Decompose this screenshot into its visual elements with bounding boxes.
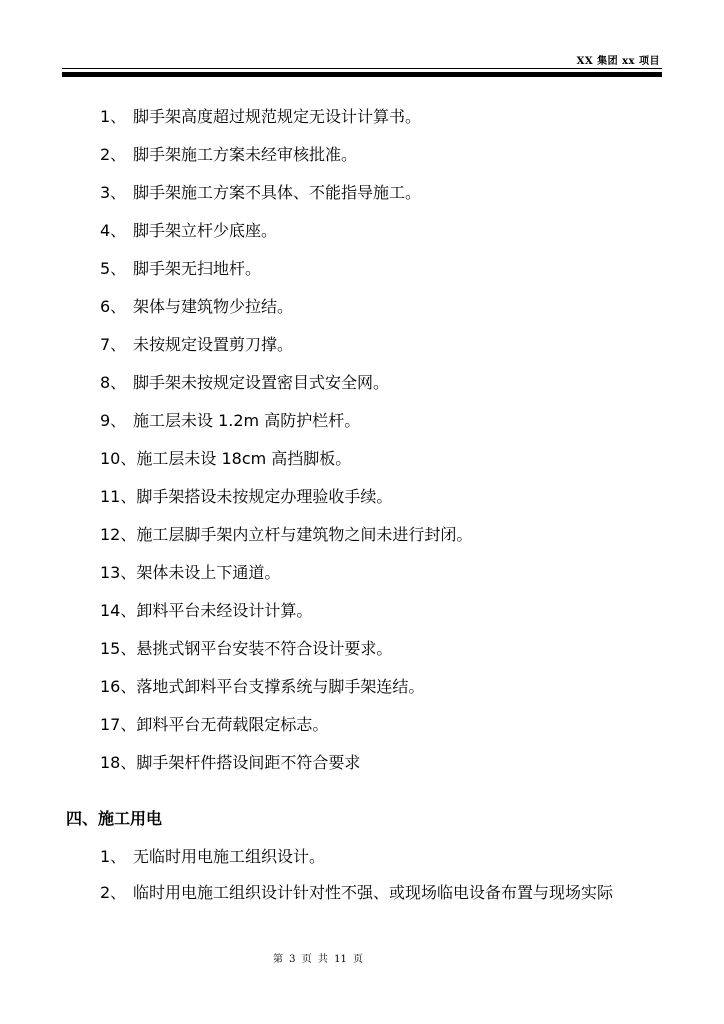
item-text: 脚手架未按规定设置密目式安全网。 bbox=[133, 373, 390, 392]
list-item bbox=[100, 710, 472, 748]
list-item bbox=[100, 140, 472, 178]
header-rule-thin bbox=[62, 68, 662, 69]
list-item bbox=[100, 254, 472, 292]
list-item bbox=[100, 748, 472, 786]
list-item bbox=[100, 558, 472, 596]
item-text: 未按规定设置剪刀撑。 bbox=[133, 335, 294, 354]
list-item bbox=[100, 596, 472, 634]
list-item bbox=[100, 482, 472, 520]
item-number: 6、 bbox=[100, 297, 127, 316]
item-number: 11、 bbox=[100, 487, 137, 506]
electrical-issue-list bbox=[100, 842, 613, 914]
item-number: 1、 bbox=[100, 847, 127, 866]
list-item bbox=[100, 178, 472, 216]
list-item bbox=[100, 842, 613, 878]
page-footer: 第 3 页 共 11 页 bbox=[273, 954, 363, 965]
item-text: 脚手架高度超过规范规定无设计计算书。 bbox=[133, 107, 422, 126]
list-item bbox=[100, 102, 472, 140]
list-item bbox=[100, 444, 472, 482]
item-text: 脚手架立杆少底座。 bbox=[133, 221, 278, 240]
item-text: 架体与建筑物少拉结。 bbox=[133, 297, 294, 316]
section-heading: 四、施工用电 bbox=[66, 809, 163, 828]
item-number: 8、 bbox=[100, 373, 127, 392]
item-text: 脚手架施工方案未经审核批准。 bbox=[133, 145, 358, 164]
item-number: 1、 bbox=[100, 107, 127, 126]
item-text: 卸料平台无荷载限定标志。 bbox=[136, 715, 329, 734]
item-number: 10、 bbox=[100, 449, 137, 468]
item-number: 7、 bbox=[100, 335, 127, 354]
item-text: 落地式卸料平台支撑系统与脚手架连结。 bbox=[136, 677, 425, 696]
item-text: 施工层未设 18cm 高挡脚板。 bbox=[136, 449, 352, 468]
item-number: 5、 bbox=[100, 259, 127, 278]
item-text: 悬挑式钢平台安装不符合设计要求。 bbox=[136, 639, 393, 658]
header-rule-thick bbox=[62, 72, 662, 77]
list-item bbox=[100, 672, 472, 710]
scaffold-issue-list bbox=[100, 102, 472, 786]
item-text: 脚手架搭设未按规定办理验收手续。 bbox=[136, 487, 393, 506]
list-item bbox=[100, 292, 472, 330]
list-item bbox=[100, 520, 472, 558]
item-text: 施工层脚手架内立杆与建筑物之间未进行封闭。 bbox=[136, 525, 473, 544]
list-item bbox=[100, 330, 472, 368]
list-item bbox=[100, 368, 472, 406]
item-number: 2、 bbox=[100, 145, 127, 164]
item-number: 13、 bbox=[100, 563, 137, 582]
item-text: 无临时用电施工组织设计。 bbox=[133, 847, 326, 866]
item-number: 14、 bbox=[100, 601, 137, 620]
item-number: 3、 bbox=[100, 183, 127, 202]
item-text: 架体未设上下通道。 bbox=[136, 563, 281, 582]
item-number: 17、 bbox=[100, 715, 137, 734]
list-item bbox=[100, 406, 472, 444]
header-title: XX 集团 xx 项目 bbox=[576, 56, 660, 67]
list-item bbox=[100, 878, 613, 914]
item-text: 卸料平台未经设计计算。 bbox=[136, 601, 313, 620]
item-number: 4、 bbox=[100, 221, 127, 240]
list-item bbox=[100, 216, 472, 254]
item-text: 脚手架无扫地杆。 bbox=[133, 259, 262, 278]
list-item bbox=[100, 634, 472, 672]
item-number: 18、 bbox=[100, 753, 137, 772]
item-number: 15、 bbox=[100, 639, 137, 658]
item-number: 9、 bbox=[100, 411, 127, 430]
item-text: 施工层未设 1.2m 高防护栏杆。 bbox=[133, 411, 361, 430]
item-number: 12、 bbox=[100, 525, 137, 544]
item-text: 临时用电施工组织设计针对性不强、或现场临电设备布置与现场实际 bbox=[133, 883, 614, 902]
item-text: 脚手架杆件搭设间距不符合要求 bbox=[136, 753, 361, 772]
item-number: 16、 bbox=[100, 677, 137, 696]
item-number: 2、 bbox=[100, 883, 127, 902]
item-text: 脚手架施工方案不具体、不能指导施工。 bbox=[133, 183, 422, 202]
